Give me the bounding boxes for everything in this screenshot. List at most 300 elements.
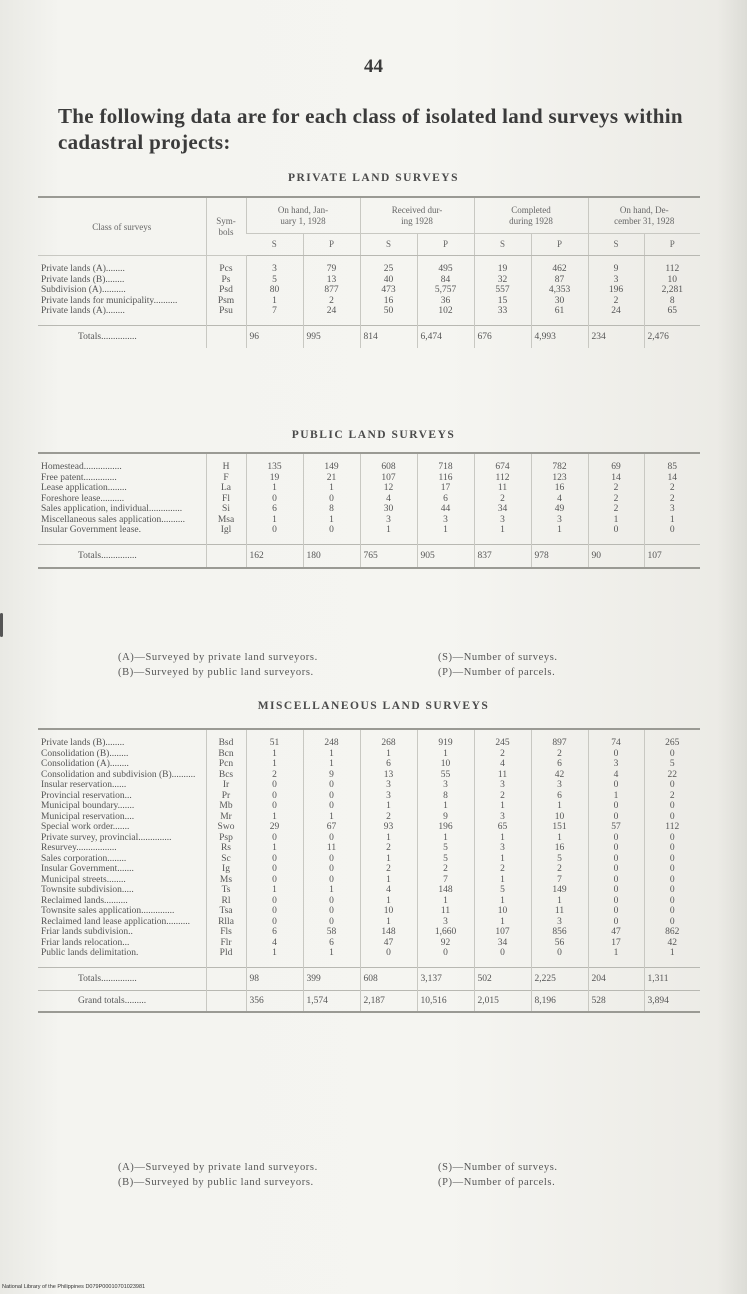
value-cell: 2 xyxy=(474,864,531,875)
legend-p: (P)—Number of parcels. xyxy=(438,667,556,678)
header-class: Class of surveys xyxy=(38,197,206,256)
symbol-cell: Rs xyxy=(206,843,246,854)
value-cell: 29 xyxy=(246,822,303,833)
class-cell: Townsite sales application.............. xyxy=(41,906,175,916)
symbol-cell: Ts xyxy=(206,885,246,896)
value-cell: 15 xyxy=(474,296,531,307)
value-cell: 1 xyxy=(246,483,303,494)
symbol-cell: Pcn xyxy=(206,759,246,770)
value-cell: 2 xyxy=(531,864,588,875)
value-cell: 49 xyxy=(531,504,588,515)
value-cell: 1 xyxy=(588,948,644,967)
totals-cell: 765 xyxy=(360,544,417,568)
value-cell: 7 xyxy=(417,875,474,886)
value-cell: 0 xyxy=(303,875,360,886)
legend-public xyxy=(118,650,558,680)
value-cell: 65 xyxy=(644,306,700,325)
class-cell: Consolidation (B)........ xyxy=(41,748,129,759)
value-cell: 0 xyxy=(360,948,417,967)
class-cell: Friar lands relocation... xyxy=(41,937,130,948)
value-cell: 8 xyxy=(303,504,360,515)
grand-totals-cell: 2,187 xyxy=(360,990,417,1012)
header-p: P xyxy=(531,234,588,256)
value-cell: 0 xyxy=(303,525,360,544)
value-cell: 897 xyxy=(531,729,588,749)
class-cell: Consolidation (A)........ xyxy=(41,759,129,769)
header-p: P xyxy=(417,234,474,256)
value-cell: 2 xyxy=(417,864,474,875)
value-cell: 74 xyxy=(588,729,644,749)
table-row xyxy=(38,843,700,854)
legend-a: (A)—Surveyed by private land surveyors. xyxy=(118,652,318,663)
class-cell: Special work order....... xyxy=(41,822,130,832)
value-cell: 1 xyxy=(474,833,531,844)
class-cell: Miscellaneous sales application.......... xyxy=(41,514,186,525)
value-cell: 0 xyxy=(246,791,303,802)
value-cell: 5 xyxy=(417,843,474,854)
value-cell: 1 xyxy=(303,483,360,494)
value-cell: 1 xyxy=(246,515,303,526)
value-cell: 0 xyxy=(588,812,644,823)
value-cell: 0 xyxy=(644,864,700,875)
class-cell: Townsite subdivision..... xyxy=(41,885,134,895)
table-row xyxy=(38,525,700,544)
value-cell: 1 xyxy=(531,833,588,844)
value-cell: 11 xyxy=(417,906,474,917)
class-cell: Sales application, individual.............. xyxy=(41,504,183,514)
value-cell: 4 xyxy=(531,494,588,505)
value-cell: 0 xyxy=(303,864,360,875)
value-cell: 0 xyxy=(588,801,644,812)
value-cell: 2 xyxy=(588,504,644,515)
value-cell: 1 xyxy=(246,885,303,896)
table-row xyxy=(38,285,700,296)
value-cell: 9 xyxy=(303,770,360,781)
value-cell: 151 xyxy=(531,822,588,833)
table-row xyxy=(38,483,700,494)
value-cell: 112 xyxy=(644,822,700,833)
symbol-cell: Si xyxy=(206,504,246,515)
value-cell: 557 xyxy=(474,285,531,296)
value-cell: 5 xyxy=(246,275,303,286)
value-cell: 0 xyxy=(246,854,303,865)
value-cell: 14 xyxy=(588,473,644,484)
value-cell: 1 xyxy=(360,875,417,886)
value-cell: 14 xyxy=(644,473,700,484)
table-row xyxy=(38,306,700,325)
value-cell: 1 xyxy=(246,843,303,854)
value-cell: 0 xyxy=(246,896,303,907)
legend-misc xyxy=(118,1160,558,1190)
value-cell: 0 xyxy=(644,801,700,812)
value-cell: 4 xyxy=(588,770,644,781)
header-s: S xyxy=(246,234,303,256)
value-cell: 3 xyxy=(474,780,531,791)
value-cell: 5 xyxy=(474,885,531,896)
value-cell: 56 xyxy=(531,938,588,949)
totals-cell: 608 xyxy=(360,967,417,990)
value-cell: 245 xyxy=(474,729,531,749)
value-cell: 0 xyxy=(588,896,644,907)
totals-cell: 6,474 xyxy=(417,325,474,348)
value-cell: 85 xyxy=(644,453,700,473)
value-cell: 3 xyxy=(417,515,474,526)
table-row xyxy=(38,729,700,749)
table-row xyxy=(38,896,700,907)
value-cell: 1 xyxy=(417,749,474,760)
value-cell: 61 xyxy=(531,306,588,325)
value-cell: 2 xyxy=(360,812,417,823)
value-cell: 107 xyxy=(360,473,417,484)
value-cell: 3 xyxy=(360,515,417,526)
symbol-cell: Sc xyxy=(206,854,246,865)
totals-cell: 4,993 xyxy=(531,325,588,348)
private-land-surveys-table xyxy=(38,196,700,348)
value-cell: 718 xyxy=(417,453,474,473)
symbol-cell: La xyxy=(206,483,246,494)
header-on-hand-jan: On hand, Jan- uary 1, 1928 xyxy=(246,197,360,234)
symbol-cell: Psm xyxy=(206,296,246,307)
value-cell: 33 xyxy=(474,306,531,325)
totals-cell: 978 xyxy=(531,544,588,568)
value-cell: 0 xyxy=(246,917,303,928)
grand-totals-cell: 2,015 xyxy=(474,990,531,1012)
legend-a: (A)—Surveyed by private land surveyors. xyxy=(118,1162,318,1173)
value-cell: 0 xyxy=(588,749,644,760)
legend-p: (P)—Number of parcels. xyxy=(438,1177,556,1188)
value-cell: 87 xyxy=(531,275,588,286)
value-cell: 6 xyxy=(531,759,588,770)
value-cell: 265 xyxy=(644,729,700,749)
value-cell: 5 xyxy=(531,854,588,865)
value-cell: 2 xyxy=(246,770,303,781)
value-cell: 123 xyxy=(531,473,588,484)
value-cell: 2 xyxy=(474,494,531,505)
totals-cell: 180 xyxy=(303,544,360,568)
value-cell: 2 xyxy=(531,749,588,760)
value-cell: 7 xyxy=(246,306,303,325)
value-cell: 856 xyxy=(531,927,588,938)
value-cell: 135 xyxy=(246,453,303,473)
totals-cell: 814 xyxy=(360,325,417,348)
value-cell: 1 xyxy=(303,759,360,770)
value-cell: 44 xyxy=(417,504,474,515)
value-cell: 3 xyxy=(588,759,644,770)
value-cell: 1 xyxy=(246,948,303,967)
table-row xyxy=(38,927,700,938)
legend-b: (B)—Surveyed by public land surveyors. xyxy=(118,667,314,678)
totals-cell: 399 xyxy=(303,967,360,990)
value-cell: 30 xyxy=(531,296,588,307)
value-cell: 3 xyxy=(531,780,588,791)
grand-totals-cell: 356 xyxy=(246,990,303,1012)
class-cell: Insular Government....... xyxy=(41,864,134,874)
value-cell: 6 xyxy=(360,759,417,770)
value-cell: 6 xyxy=(417,494,474,505)
value-cell: 5 xyxy=(417,854,474,865)
grand-totals-cell: 8,196 xyxy=(531,990,588,1012)
value-cell: 2,281 xyxy=(644,285,700,296)
symbol-cell: Bcn xyxy=(206,749,246,760)
value-cell: 32 xyxy=(474,275,531,286)
symbol-cell: Fls xyxy=(206,927,246,938)
value-cell: 4 xyxy=(360,494,417,505)
value-cell: 0 xyxy=(644,906,700,917)
class-cell: Private lands (A)........ xyxy=(41,306,125,316)
value-cell: 1 xyxy=(303,515,360,526)
value-cell: 495 xyxy=(417,256,474,275)
value-cell: 0 xyxy=(644,749,700,760)
symbol-cell: Tsa xyxy=(206,906,246,917)
value-cell: 30 xyxy=(360,504,417,515)
totals-cell: 3,137 xyxy=(417,967,474,990)
header-p: P xyxy=(644,234,700,256)
value-cell: 3 xyxy=(531,515,588,526)
class-cell: Private survey, provincial.............. xyxy=(41,832,172,843)
symbol-cell: Ms xyxy=(206,875,246,886)
value-cell: 1 xyxy=(303,885,360,896)
value-cell: 0 xyxy=(303,791,360,802)
value-cell: 0 xyxy=(246,875,303,886)
value-cell: 47 xyxy=(588,927,644,938)
value-cell: 10 xyxy=(417,759,474,770)
value-cell: 0 xyxy=(303,833,360,844)
symbol-cell: Psu xyxy=(206,306,246,325)
value-cell: 2 xyxy=(360,864,417,875)
value-cell: 1 xyxy=(588,515,644,526)
value-cell: 10 xyxy=(360,906,417,917)
totals-cell: 234 xyxy=(588,325,644,348)
totals-cell: 162 xyxy=(246,544,303,568)
section-title-public: PUBLIC LAND SURVEYS xyxy=(291,429,456,441)
value-cell: 0 xyxy=(644,896,700,907)
value-cell: 116 xyxy=(417,473,474,484)
symbol-cell: Pcs xyxy=(206,256,246,275)
value-cell: 10 xyxy=(644,275,700,286)
table-row xyxy=(38,864,700,875)
value-cell: 11 xyxy=(474,483,531,494)
value-cell: 16 xyxy=(531,483,588,494)
symbol-cell: H xyxy=(206,453,246,473)
value-cell: 0 xyxy=(644,917,700,928)
grand-totals-cell: 3,894 xyxy=(644,990,700,1012)
value-cell: 0 xyxy=(303,906,360,917)
value-cell: 1 xyxy=(474,801,531,812)
totals-cell: 995 xyxy=(303,325,360,348)
value-cell: 2 xyxy=(474,749,531,760)
value-cell: 0 xyxy=(644,843,700,854)
footer-credit: National Library of the Philippines D079P00010701023981 xyxy=(2,1284,146,1290)
value-cell: 0 xyxy=(588,906,644,917)
value-cell: 1 xyxy=(360,801,417,812)
value-cell: 1 xyxy=(246,812,303,823)
value-cell: 84 xyxy=(417,275,474,286)
value-cell: 1 xyxy=(360,833,417,844)
table-row xyxy=(38,275,700,286)
table-row xyxy=(38,801,700,812)
value-cell: 0 xyxy=(303,780,360,791)
class-cell: Resurvey................. xyxy=(41,843,117,853)
value-cell: 0 xyxy=(246,833,303,844)
value-cell: 674 xyxy=(474,453,531,473)
value-cell: 0 xyxy=(246,801,303,812)
symbol-cell: Ps xyxy=(206,275,246,286)
class-cell: Sales corporation........ xyxy=(41,853,127,864)
table-row xyxy=(38,780,700,791)
totals-cell: 204 xyxy=(588,967,644,990)
value-cell: 42 xyxy=(531,770,588,781)
value-cell: 36 xyxy=(417,296,474,307)
table-row xyxy=(38,256,700,275)
value-cell: 0 xyxy=(644,812,700,823)
symbol-cell: Fl xyxy=(206,494,246,505)
value-cell: 4 xyxy=(360,885,417,896)
value-cell: 0 xyxy=(588,780,644,791)
value-cell: 1 xyxy=(360,917,417,928)
class-cell: Insular reservation...... xyxy=(41,780,127,790)
value-cell: 1 xyxy=(417,525,474,544)
value-cell: 11 xyxy=(531,906,588,917)
value-cell: 149 xyxy=(531,885,588,896)
value-cell: 148 xyxy=(360,927,417,938)
value-cell: 93 xyxy=(360,822,417,833)
value-cell: 12 xyxy=(360,483,417,494)
class-cell: Municipal streets........ xyxy=(41,874,126,885)
table-row xyxy=(38,296,700,307)
value-cell: 149 xyxy=(303,453,360,473)
value-cell: 42 xyxy=(644,938,700,949)
totals-cell: 676 xyxy=(474,325,531,348)
value-cell: 17 xyxy=(417,483,474,494)
totals-cell: 905 xyxy=(417,544,474,568)
totals-cell: 96 xyxy=(246,325,303,348)
symbol-cell: Rl xyxy=(206,896,246,907)
class-cell: Homestead................ xyxy=(38,453,206,473)
value-cell: 55 xyxy=(417,770,474,781)
section-title-misc: MISCELLANEOUS LAND SURVEYS xyxy=(257,700,490,712)
value-cell: 9 xyxy=(417,812,474,823)
value-cell: 5 xyxy=(644,759,700,770)
value-cell: 24 xyxy=(588,306,644,325)
table-row xyxy=(38,504,700,515)
symbol-cell: Bsd xyxy=(206,729,246,749)
value-cell: 16 xyxy=(360,296,417,307)
legend-s: (S)—Number of surveys. xyxy=(438,652,558,663)
value-cell: 67 xyxy=(303,822,360,833)
value-cell: 0 xyxy=(644,525,700,544)
value-cell: 3 xyxy=(474,812,531,823)
value-cell: 112 xyxy=(474,473,531,484)
totals-label: Totals............... xyxy=(38,325,206,348)
value-cell: 462 xyxy=(531,256,588,275)
header-s: S xyxy=(360,234,417,256)
totals-cell: 107 xyxy=(644,544,700,568)
symbol-cell: Swo xyxy=(206,822,246,833)
totals-cell: 837 xyxy=(474,544,531,568)
value-cell: 2 xyxy=(588,483,644,494)
value-cell: 80 xyxy=(246,285,303,296)
value-cell: 1 xyxy=(531,525,588,544)
value-cell: 22 xyxy=(644,770,700,781)
table-row xyxy=(38,875,700,886)
value-cell: 1 xyxy=(417,896,474,907)
class-cell: Private lands (A)........ xyxy=(41,264,125,274)
value-cell: 3 xyxy=(588,275,644,286)
value-cell: 0 xyxy=(588,854,644,865)
value-cell: 196 xyxy=(588,285,644,296)
table-row xyxy=(38,906,700,917)
table-row xyxy=(38,938,700,949)
value-cell: 1 xyxy=(360,525,417,544)
class-cell: Friar lands subdivision.. xyxy=(41,927,133,937)
miscellaneous-land-surveys-table xyxy=(38,728,700,1013)
totals-label: Totals............... xyxy=(38,544,206,568)
totals-cell: 1,311 xyxy=(644,967,700,990)
symbol-cell: Pr xyxy=(206,791,246,802)
value-cell: 0 xyxy=(246,906,303,917)
class-cell: Private lands (B)........ xyxy=(38,729,206,749)
public-land-surveys-table xyxy=(38,452,700,569)
value-cell: 3 xyxy=(417,780,474,791)
header-symbols: Sym- bols xyxy=(206,197,246,256)
value-cell: 3 xyxy=(474,843,531,854)
totals-cell: 2,476 xyxy=(644,325,700,348)
value-cell: 58 xyxy=(303,927,360,938)
value-cell: 34 xyxy=(474,504,531,515)
header-completed: Completed during 1928 xyxy=(474,197,588,234)
class-cell: Subdivision (A).......... xyxy=(41,285,126,295)
value-cell: 1 xyxy=(644,515,700,526)
table-row xyxy=(38,917,700,928)
value-cell: 69 xyxy=(588,453,644,473)
value-cell: 0 xyxy=(246,864,303,875)
value-cell: 1 xyxy=(417,833,474,844)
symbol-cell: Pld xyxy=(206,948,246,967)
value-cell: 0 xyxy=(644,854,700,865)
header-s: S xyxy=(588,234,644,256)
value-cell: 4,353 xyxy=(531,285,588,296)
value-cell: 3 xyxy=(246,256,303,275)
value-cell: 25 xyxy=(360,256,417,275)
symbol-cell: Flr xyxy=(206,938,246,949)
value-cell: 608 xyxy=(360,453,417,473)
binding-mark xyxy=(0,613,3,637)
value-cell: 6 xyxy=(303,938,360,949)
totals-cell: 90 xyxy=(588,544,644,568)
value-cell: 6 xyxy=(531,791,588,802)
value-cell: 1 xyxy=(474,854,531,865)
value-cell: 10 xyxy=(474,906,531,917)
value-cell: 2 xyxy=(588,296,644,307)
symbol-cell: F xyxy=(206,473,246,484)
value-cell: 3 xyxy=(360,791,417,802)
table-row xyxy=(38,770,700,781)
totals-label: Totals............... xyxy=(38,967,206,990)
value-cell: 1 xyxy=(474,525,531,544)
symbol-cell: Ig xyxy=(206,864,246,875)
header-on-hand-dec: On hand, De- cember 31, 1928 xyxy=(588,197,700,234)
value-cell: 13 xyxy=(360,770,417,781)
class-cell: Foreshore lease.......... xyxy=(41,493,125,504)
value-cell: 0 xyxy=(588,885,644,896)
symbol-cell: Mb xyxy=(206,801,246,812)
value-cell: 6 xyxy=(246,927,303,938)
value-cell: 1 xyxy=(474,875,531,886)
value-cell: 1 xyxy=(303,948,360,967)
value-cell: 1 xyxy=(360,854,417,865)
value-cell: 1,660 xyxy=(417,927,474,938)
value-cell: 21 xyxy=(303,473,360,484)
